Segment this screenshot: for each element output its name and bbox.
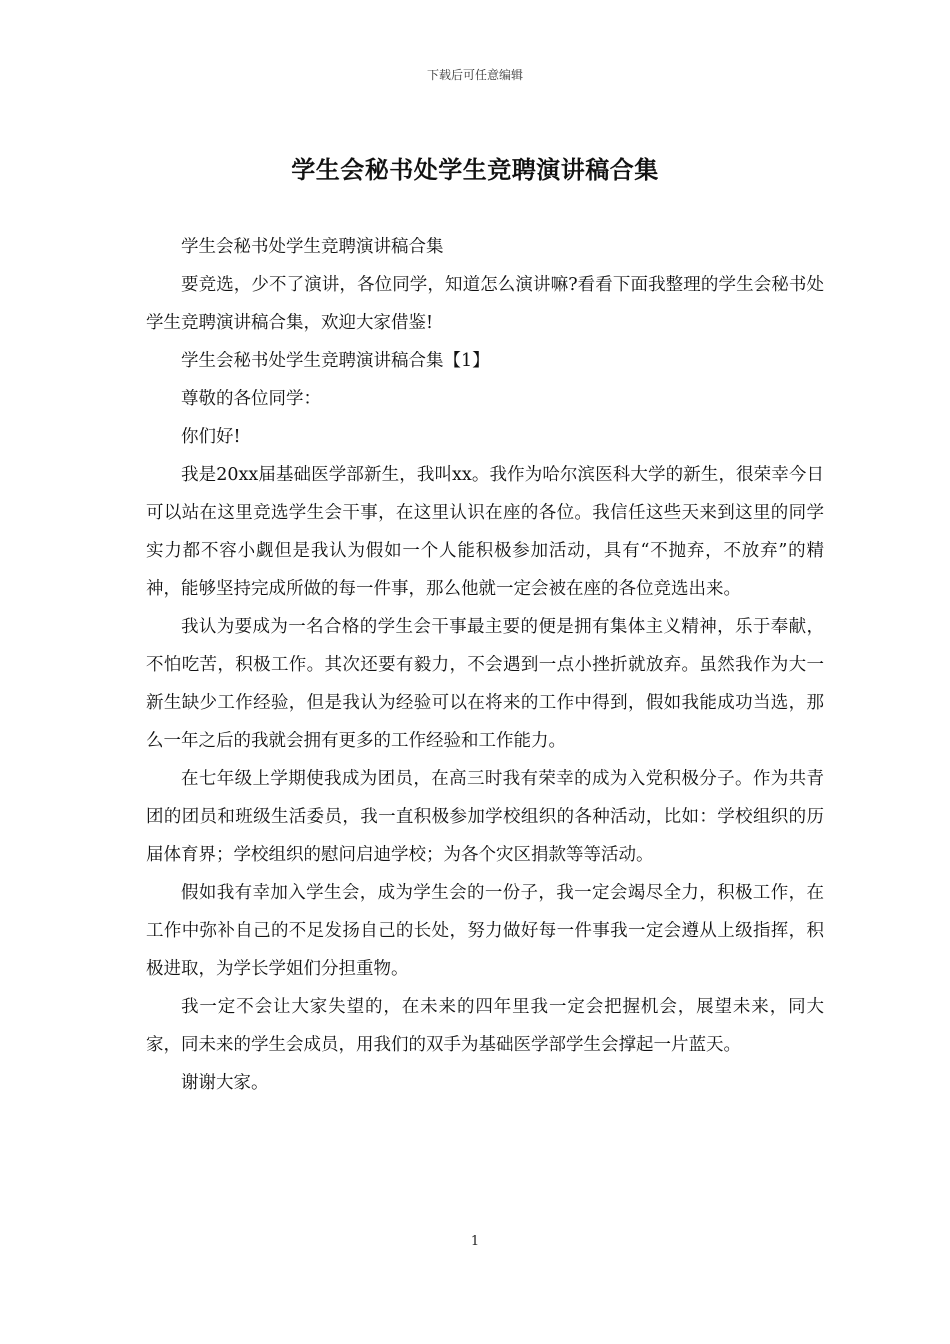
paragraph-body: 假如我有幸加入学生会，成为学生会的一份子，我一定会竭尽全力，积极工作，在工作中弥补自己的不足发扬自己的长处，努力做好每一件事我一定会遵从上级指挥，积极进取，为学长学姐们分担重物。	[146, 883, 824, 979]
paragraph-greeting: 你们好!	[181, 427, 241, 447]
page-header-note: 下载后可任意编辑	[426, 68, 523, 82]
paragraph-body: 我是20xx届基础医学部新生，我叫xx。我作为哈尔滨医科大学的新生，很荣幸今日可以站在这里竞选学生会干事，在这里认识在座的各位。我信任这些天来到这里的同学实力都不容小觑但是我认为假如一个人能积极参加活动，具有“不抛弃，不放弃”的精神，能够坚持完成所做的每一件事，那么他就一定会被在座的各位竞选出来。	[146, 465, 824, 599]
paragraph-subtitle: 学生会秘书处学生竞聘演讲稿合集	[181, 237, 444, 257]
paragraph-body: 在七年级上学期使我成为团员，在高三时我有荣幸的成为入党积极分子。作为共青团的团员和班级生活委员，我一直积极参加学校组织的各种活动，比如：学校组织的历届体育界；学校组织的慰问启迪学校；为各个灾区捐款等等活动。	[146, 769, 824, 865]
paragraph-body: 我一定不会让大家失望的，在未来的四年里我一定会把握机会，展望未来，同大家，同未来的学生会成员，用我们的双手为基础医学部学生会撑起一片蓝天。	[146, 997, 824, 1055]
paragraph-body: 我认为要成为一名合格的学生会干事最主要的便是拥有集体主义精神，乐于奉献，不怕吃苦，积极工作。其次还要有毅力，不会遇到一点小挫折就放弃。虽然我作为大一新生缺少工作经验，但是我认为经验可以在将来的工作中得到，假如我能成功当选，那么一年之后的我就会拥有更多的工作经验和工作能力。	[146, 617, 824, 751]
paragraph-section-heading: 学生会秘书处学生竞聘演讲稿合集【1】	[181, 351, 490, 371]
paragraph-salutation: 尊敬的各位同学：	[181, 389, 321, 409]
page-number: 1	[470, 1234, 480, 1249]
paragraph-intro: 要竞选，少不了演讲，各位同学，知道怎么演讲嘛?看看下面我整理的学生会秘书处学生竞聘演讲稿合集，欢迎大家借鉴!	[146, 275, 824, 333]
paragraph-closing: 谢谢大家。	[181, 1073, 269, 1093]
document-body	[146, 228, 824, 1102]
document-title: 学生会秘书处学生竞聘演讲稿合集	[291, 155, 659, 184]
